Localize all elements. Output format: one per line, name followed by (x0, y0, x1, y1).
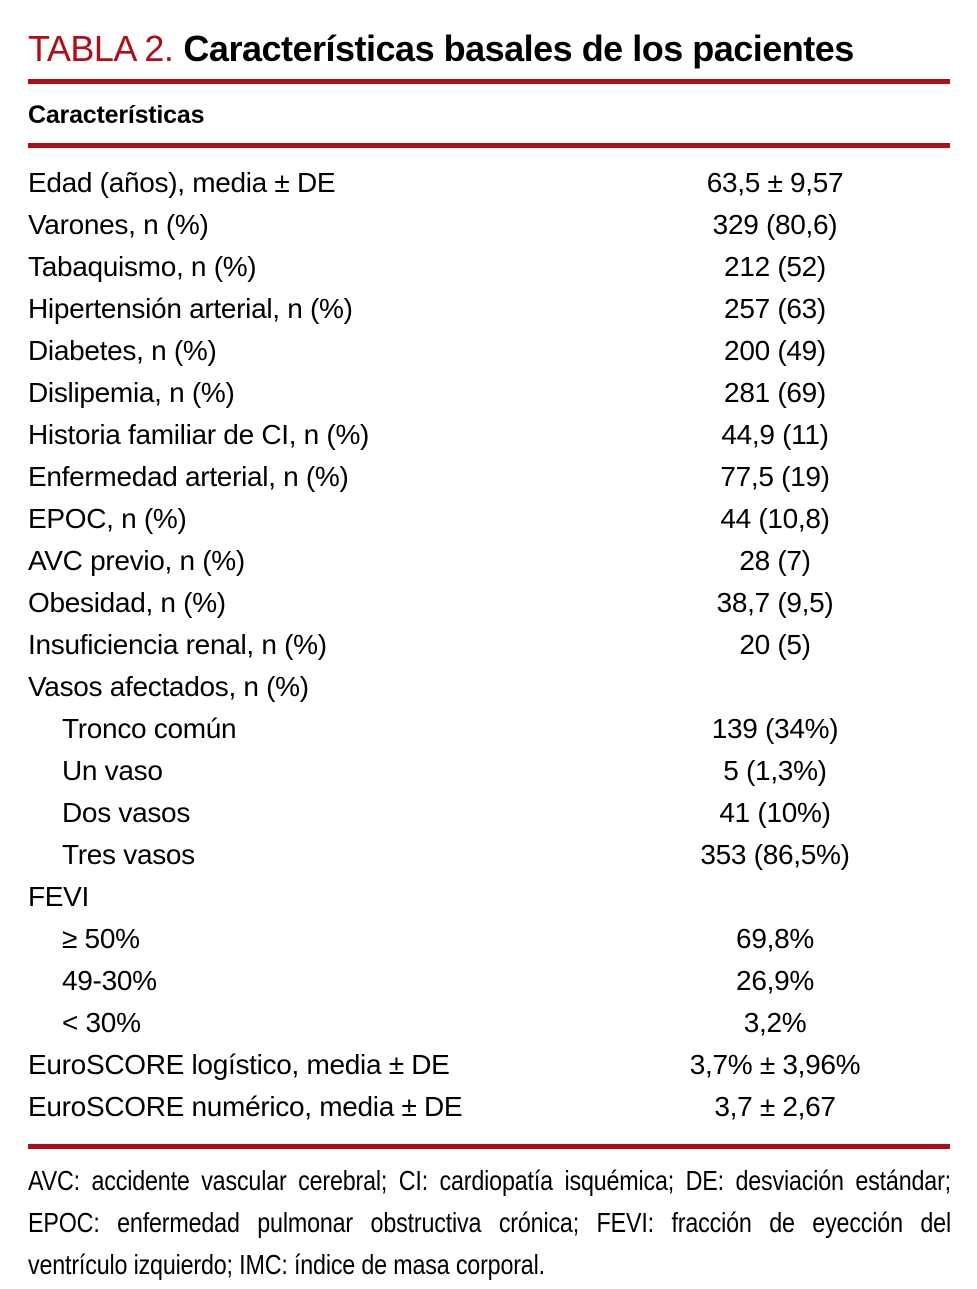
footnote (28, 1160, 950, 1286)
divider-rule-bottom (28, 1144, 950, 1149)
row-value: 5 (1,3%) (723, 755, 827, 786)
table-row (28, 876, 950, 918)
row-label: Hipertensión arterial, n (%) (28, 293, 353, 324)
table-row (28, 498, 950, 540)
row-value: 28 (7) (739, 545, 811, 576)
row-label: Historia familiar de CI, n (%) (28, 419, 370, 450)
table-title-text: Características basales de los pacientes (183, 28, 854, 69)
row-label: Edad (años), media ± DE (28, 167, 336, 198)
table-row (28, 246, 950, 288)
table-title (28, 28, 950, 70)
row-value: 281 (69) (724, 377, 826, 408)
row-label: Diabetes, n (%) (28, 335, 217, 366)
row-value: 63,5 ± 9,57 (706, 167, 844, 198)
row-label: EPOC, n (%) (28, 503, 187, 534)
row-value: 69,8% (736, 923, 814, 954)
row-label: Dos vasos (62, 797, 191, 828)
row-label: < 30% (62, 1007, 141, 1038)
row-value: 3,7% ± 3,96% (689, 1049, 861, 1080)
table-row (28, 792, 950, 834)
table-row (28, 960, 950, 1002)
row-value: 26,9% (736, 965, 814, 996)
row-label: Varones, n (%) (28, 209, 209, 240)
row-label: Dislipemia, n (%) (28, 377, 235, 408)
table-row (28, 708, 950, 750)
row-value: 139 (34%) (711, 713, 839, 744)
divider-rule-top (28, 79, 950, 84)
table-row (28, 750, 950, 792)
row-label: Vasos afectados, n (%) (28, 671, 309, 702)
table-row (28, 582, 950, 624)
table-row (28, 162, 950, 204)
table-row (28, 918, 950, 960)
table-number-tag: TABLA 2. (28, 28, 174, 69)
row-value: 44,9 (11) (721, 419, 829, 450)
row-value: 38,7 (9,5) (716, 587, 834, 618)
row-value: 3,7 ± 2,67 (714, 1091, 836, 1122)
table-row (28, 624, 950, 666)
row-label: FEVI (28, 881, 90, 912)
table-row (28, 1086, 950, 1128)
row-label: EuroSCORE logístico, media ± DE (28, 1049, 450, 1080)
row-label: 49-30% (62, 965, 157, 996)
row-value: 353 (86,5%) (700, 839, 850, 870)
table-row (28, 540, 950, 582)
row-label: EuroSCORE numérico, media ± DE (28, 1091, 463, 1122)
row-value: 3,2% (743, 1007, 807, 1038)
column-header: Características (28, 101, 205, 129)
table-row (28, 288, 950, 330)
row-value: 329 (80,6) (712, 209, 838, 240)
row-value: 200 (49) (724, 335, 826, 366)
row-label: Tres vasos (62, 839, 195, 870)
table-body (28, 162, 950, 1128)
table-row (28, 456, 950, 498)
table-row (28, 204, 950, 246)
row-value: 20 (5) (739, 629, 811, 660)
table-row (28, 666, 950, 708)
row-label: Tronco común (62, 713, 237, 744)
table-row (28, 330, 950, 372)
row-label: ≥ 50% (62, 923, 140, 954)
table-row (28, 372, 950, 414)
row-value: 257 (63) (724, 293, 826, 324)
row-label: Insuficiencia renal, n (%) (28, 629, 327, 660)
table-row (28, 414, 950, 456)
row-value: 212 (52) (724, 251, 826, 282)
row-label: AVC previo, n (%) (28, 545, 245, 576)
footnote-text: AVC: accidente vascular cerebral; CI: cardiopatía isquémica; DE: desviación estándar; EPOC: enfermedad pulmonar obstructiva crónica; FEVI: fracción de eyección del ventrículo izquierdo; IMC: índice de masa corporal. (28, 1165, 951, 1280)
table-row (28, 1044, 950, 1086)
divider-rule-header (28, 143, 950, 148)
row-value: 41 (10%) (719, 797, 831, 828)
row-value: 77,5 (19) (720, 461, 830, 492)
row-value: 44 (10,8) (720, 503, 830, 534)
table-row (28, 834, 950, 876)
row-label: Tabaquismo, n (%) (28, 251, 257, 282)
row-label: Enfermedad arterial, n (%) (28, 461, 349, 492)
row-label: Obesidad, n (%) (28, 587, 226, 618)
row-label: Un vaso (62, 755, 163, 786)
table-row (28, 1002, 950, 1044)
